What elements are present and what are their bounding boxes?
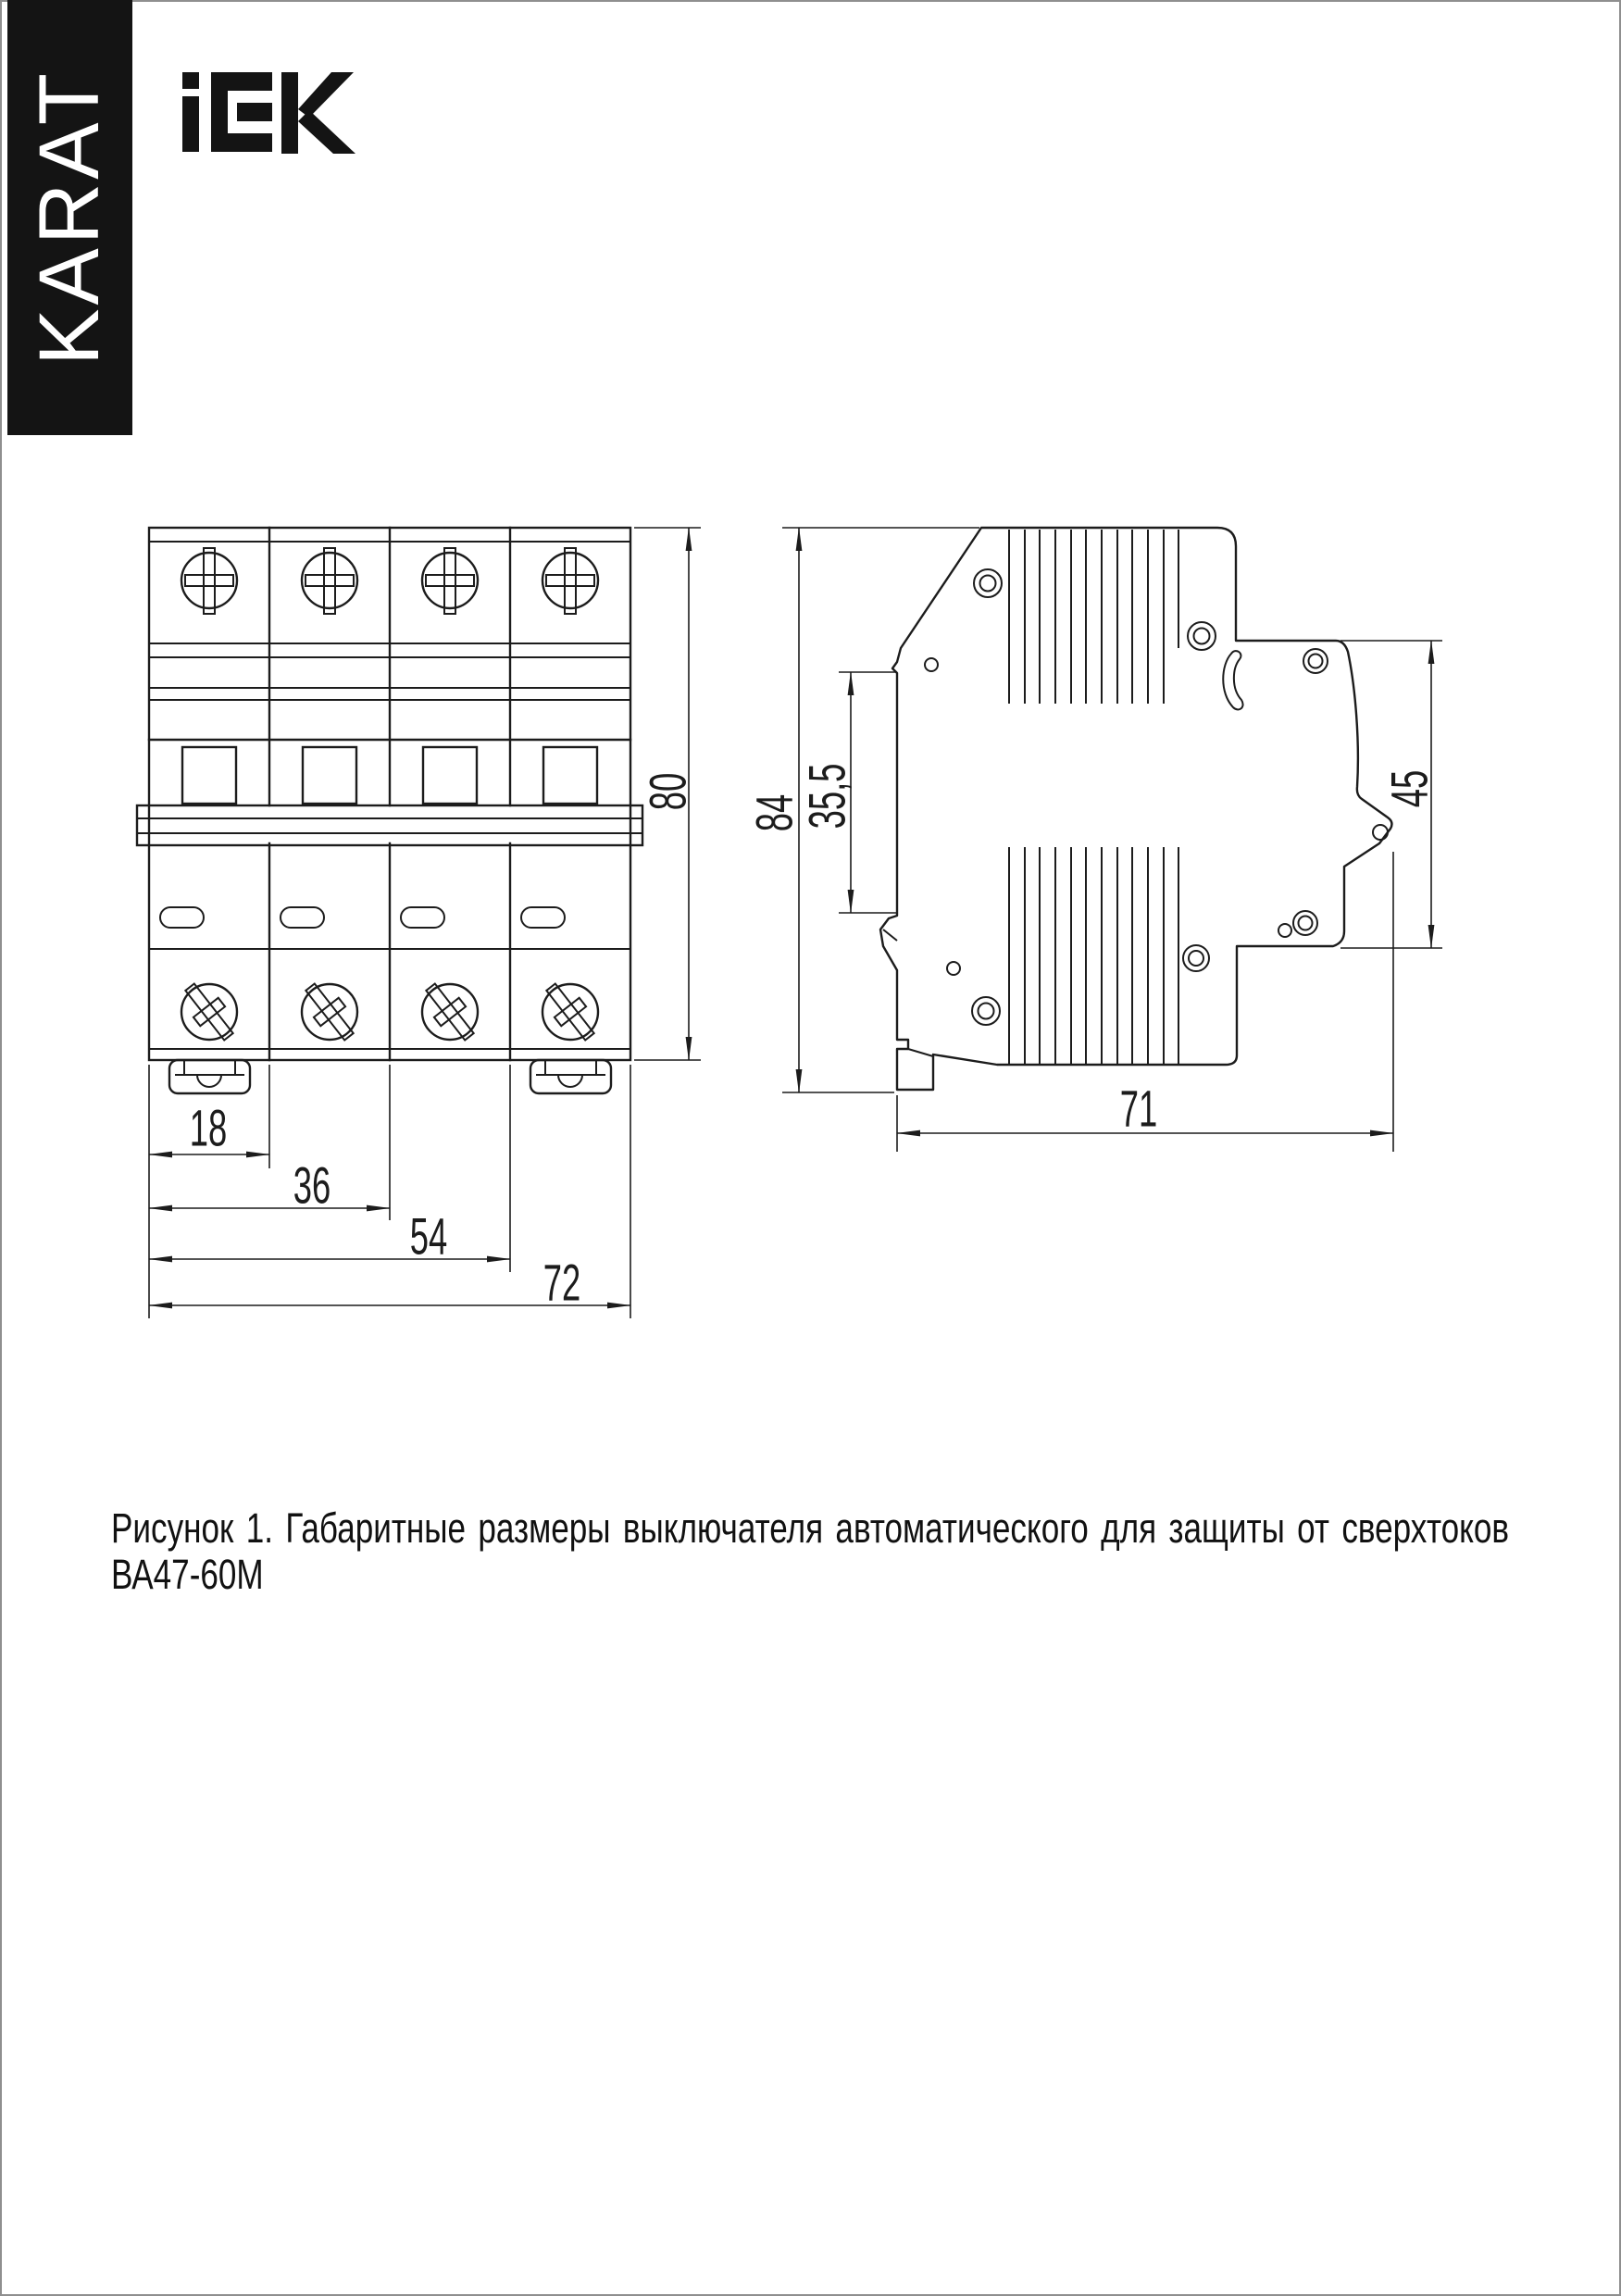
fins-lower xyxy=(1009,847,1178,1064)
side-view-dimension-lines xyxy=(782,528,1442,1152)
dim-label-71: 71 xyxy=(1119,1079,1158,1138)
dim-label-45: 45 xyxy=(1379,769,1439,808)
side-view-drawing xyxy=(880,528,1391,1090)
dim-label-54: 54 xyxy=(409,1206,448,1266)
dim-label-36: 36 xyxy=(293,1155,331,1215)
figure-caption xyxy=(111,1504,1510,1598)
dim-label-18: 18 xyxy=(189,1098,228,1157)
front-view-dimension-lines xyxy=(149,528,701,1318)
curved-slot xyxy=(1223,651,1242,709)
screw-bosses xyxy=(925,569,1388,1025)
fins-upper xyxy=(1009,530,1178,704)
dim-label-72: 72 xyxy=(542,1253,581,1312)
dim-label-80: 80 xyxy=(638,772,697,811)
dim-label-35-5: 35,5 xyxy=(797,763,856,830)
handle-tie-bar xyxy=(137,805,642,845)
indicator-windows xyxy=(160,907,565,928)
series-banner-label: KARAT xyxy=(22,69,117,366)
dim-label-84: 84 xyxy=(744,793,804,832)
pole-dividers xyxy=(269,528,510,1060)
front-view-drawing xyxy=(137,528,642,1093)
iek-logo xyxy=(182,72,355,154)
figure-caption-text: Рисунок 1. Габаритные размеры выключателя автоматического для защиты от сверхтоков ВА47-60М xyxy=(111,1504,1510,1598)
